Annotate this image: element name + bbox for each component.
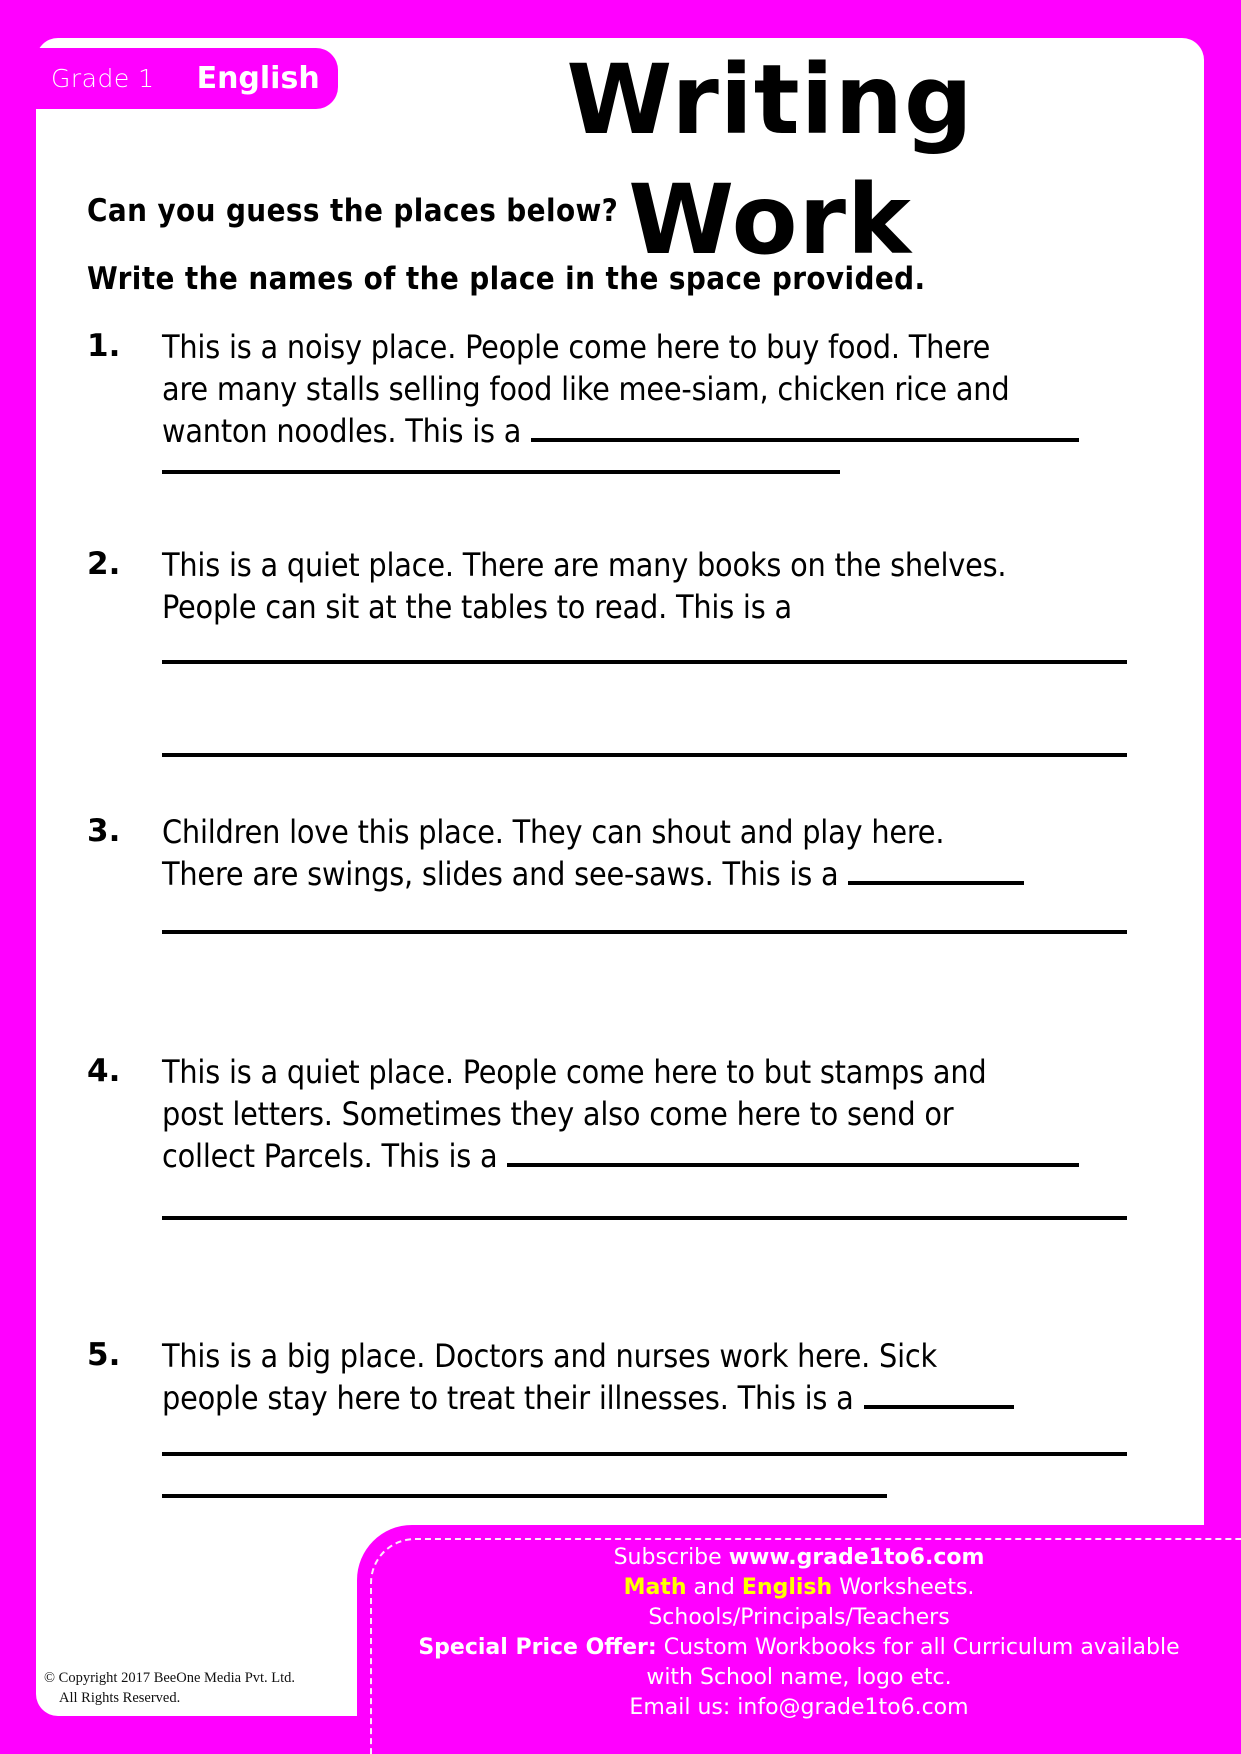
question-text: [162, 1335, 1162, 1419]
grade-subject-tab: [0, 48, 338, 109]
and-label: and: [693, 1575, 735, 1600]
offer-label: Special Price Offer:: [418, 1635, 657, 1660]
answer-line[interactable]: [162, 1216, 1127, 1220]
question-line-with-blank: [162, 1377, 1162, 1419]
subscribe-label: Subscribe: [613, 1545, 722, 1570]
subject-label: English: [196, 61, 320, 96]
rights-reserved-line: All Rights Reserved.: [59, 1690, 181, 1706]
question-line-text: collect Parcels. This is a: [162, 1137, 498, 1175]
question-line: This is a noisy place. People come here to buy food. There: [162, 328, 991, 366]
question-number: 1.: [87, 328, 121, 364]
page-title: Writing Work: [566, 44, 974, 276]
copyright-notice: [44, 1668, 295, 1708]
question-number: 4.: [87, 1053, 121, 1089]
answer-line[interactable]: [162, 753, 1127, 757]
question-line-text: wanton noodles. This is a: [162, 412, 522, 450]
answer-line[interactable]: [162, 470, 840, 474]
question-line: People can sit at the tables to read. This is a: [162, 588, 792, 626]
subscribe-line: [357, 1543, 1241, 1573]
offer-text-continued: with School name, logo etc.: [646, 1665, 952, 1690]
math-label: Math: [623, 1575, 687, 1600]
question-line-with-blank: [162, 853, 1162, 895]
worksheets-label: Worksheets.: [839, 1575, 975, 1600]
answer-blank[interactable]: [507, 1141, 1079, 1167]
grade-label: Grade 1: [51, 64, 155, 93]
answer-blank[interactable]: [848, 859, 1024, 885]
question-line-text: people stay here to treat their illnesses. This is a: [162, 1379, 854, 1417]
question-line: are many stalls selling food like mee-siam, chicken rice and: [162, 370, 1010, 408]
question-line-with-blank: [162, 1135, 1162, 1177]
website-link[interactable]: www.grade1to6.com: [728, 1545, 985, 1570]
question-line: This is a quiet place. There are many books on the shelves.: [162, 546, 1007, 584]
question-number: 5.: [87, 1337, 121, 1373]
question-line: This is a big place. Doctors and nurses work here. Sick: [162, 1337, 937, 1375]
instruction-directions: Write the names of the place in the space provided.: [87, 261, 926, 297]
answer-line[interactable]: [162, 1452, 1127, 1456]
question-text: [162, 326, 1162, 452]
question-number: 2.: [87, 546, 121, 582]
question-line: Children love this place. They can shout and play here.: [162, 813, 945, 851]
question-text: [162, 811, 1162, 895]
question-number: 3.: [87, 813, 121, 849]
email-line[interactable]: Email us: info@grade1to6.com: [629, 1695, 969, 1720]
question-line-with-blank: [162, 410, 1162, 452]
english-label: English: [741, 1575, 833, 1600]
question-line: post letters. Sometimes they also come here to send or: [162, 1095, 954, 1133]
promo-text: [357, 1543, 1241, 1723]
offer-line: [357, 1633, 1241, 1663]
answer-line[interactable]: [162, 1494, 887, 1498]
question-line: This is a quiet place. People come here to but stamps and: [162, 1053, 987, 1091]
promo-footer: [357, 1525, 1241, 1754]
answer-blank[interactable]: [531, 416, 1079, 442]
instruction-question: Can you guess the places below?: [87, 193, 619, 229]
answer-line[interactable]: [162, 930, 1127, 934]
audience-line: Schools/Principals/Teachers: [648, 1605, 950, 1630]
worksheets-line: [357, 1573, 1241, 1603]
question-text: [162, 544, 1162, 628]
copyright-line: © Copyright 2017 BeeOne Media Pvt. Ltd.: [44, 1670, 296, 1686]
offer-text: Custom Workbooks for all Curriculum available: [663, 1635, 1180, 1660]
question-line-text: There are swings, slides and see-saws. This is a: [162, 855, 839, 893]
question-text: [162, 1051, 1162, 1177]
answer-line[interactable]: [162, 660, 1127, 664]
answer-blank[interactable]: [864, 1383, 1014, 1409]
